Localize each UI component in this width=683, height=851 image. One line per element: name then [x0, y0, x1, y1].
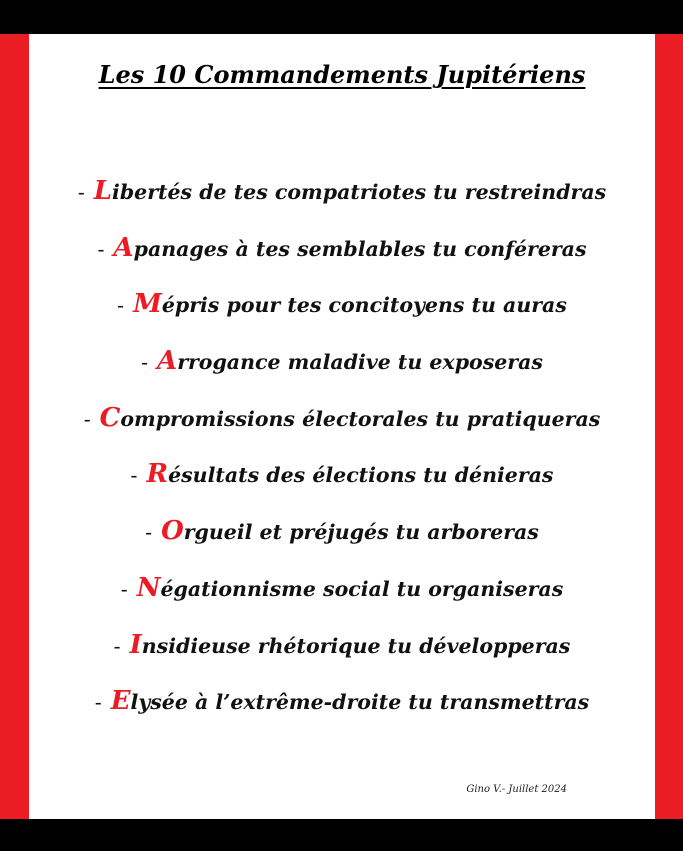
commandment-item — [29, 163, 655, 220]
commandment-initial: R — [146, 459, 169, 490]
list-dash: - — [97, 236, 105, 261]
page-title-text: Les 10 Commandements Jupitériens — [98, 60, 586, 89]
commandment-text: lysée à l’extrême-droite tu transmettras — [130, 690, 590, 715]
commandment-initial: M — [133, 289, 162, 320]
commandment-initial: E — [110, 686, 131, 717]
page-title — [29, 60, 655, 89]
commandment-text: rrogance maladive tu exposeras — [177, 350, 543, 375]
commandment-initial: O — [161, 516, 184, 547]
commandment-text: égationnisme social tu organiseras — [160, 576, 564, 601]
poster-page — [29, 34, 655, 819]
commandment-item — [29, 446, 655, 503]
commandment-item — [29, 220, 655, 277]
list-dash: - — [120, 576, 128, 601]
signature: Gino V.- Juillet 2024 — [466, 784, 567, 795]
commandment-text: nsidieuse rhétorique tu développeras — [141, 633, 571, 658]
commandment-text: épris pour tes concitoyens tu auras — [161, 293, 567, 318]
commandment-text: ompromissions électorales tu pratiqueras — [120, 406, 601, 431]
commandment-initial: A — [113, 232, 134, 263]
commandment-item — [29, 503, 655, 560]
commandment-item — [29, 276, 655, 333]
commandment-item — [29, 617, 655, 674]
commandment-item — [29, 673, 655, 730]
list-dash: - — [130, 463, 138, 488]
commandment-initial: I — [129, 629, 142, 660]
commandment-item — [29, 390, 655, 447]
commandment-text: ibertés de tes compatriotes tu restreindras — [112, 180, 607, 204]
commandment-text: panages à tes semblables tu conféreras — [133, 236, 587, 261]
list-dash: - — [94, 690, 102, 715]
list-dash: - — [83, 406, 91, 431]
commandment-initial: L — [93, 176, 113, 206]
commandments-list — [29, 163, 655, 730]
commandment-text: ésultats des élections tu dénieras — [168, 463, 554, 488]
list-dash: - — [145, 520, 153, 545]
red-border-frame — [0, 34, 683, 819]
commandment-initial: A — [157, 346, 178, 377]
commandment-text: rgueil et préjugés tu arboreras — [183, 520, 539, 545]
list-dash: - — [113, 633, 121, 658]
commandment-item — [29, 333, 655, 390]
commandment-item — [29, 560, 655, 617]
commandment-initial: N — [136, 572, 161, 603]
commandment-initial: C — [99, 402, 121, 433]
list-dash: - — [77, 180, 85, 204]
list-dash: - — [141, 350, 149, 375]
list-dash: - — [117, 293, 125, 318]
